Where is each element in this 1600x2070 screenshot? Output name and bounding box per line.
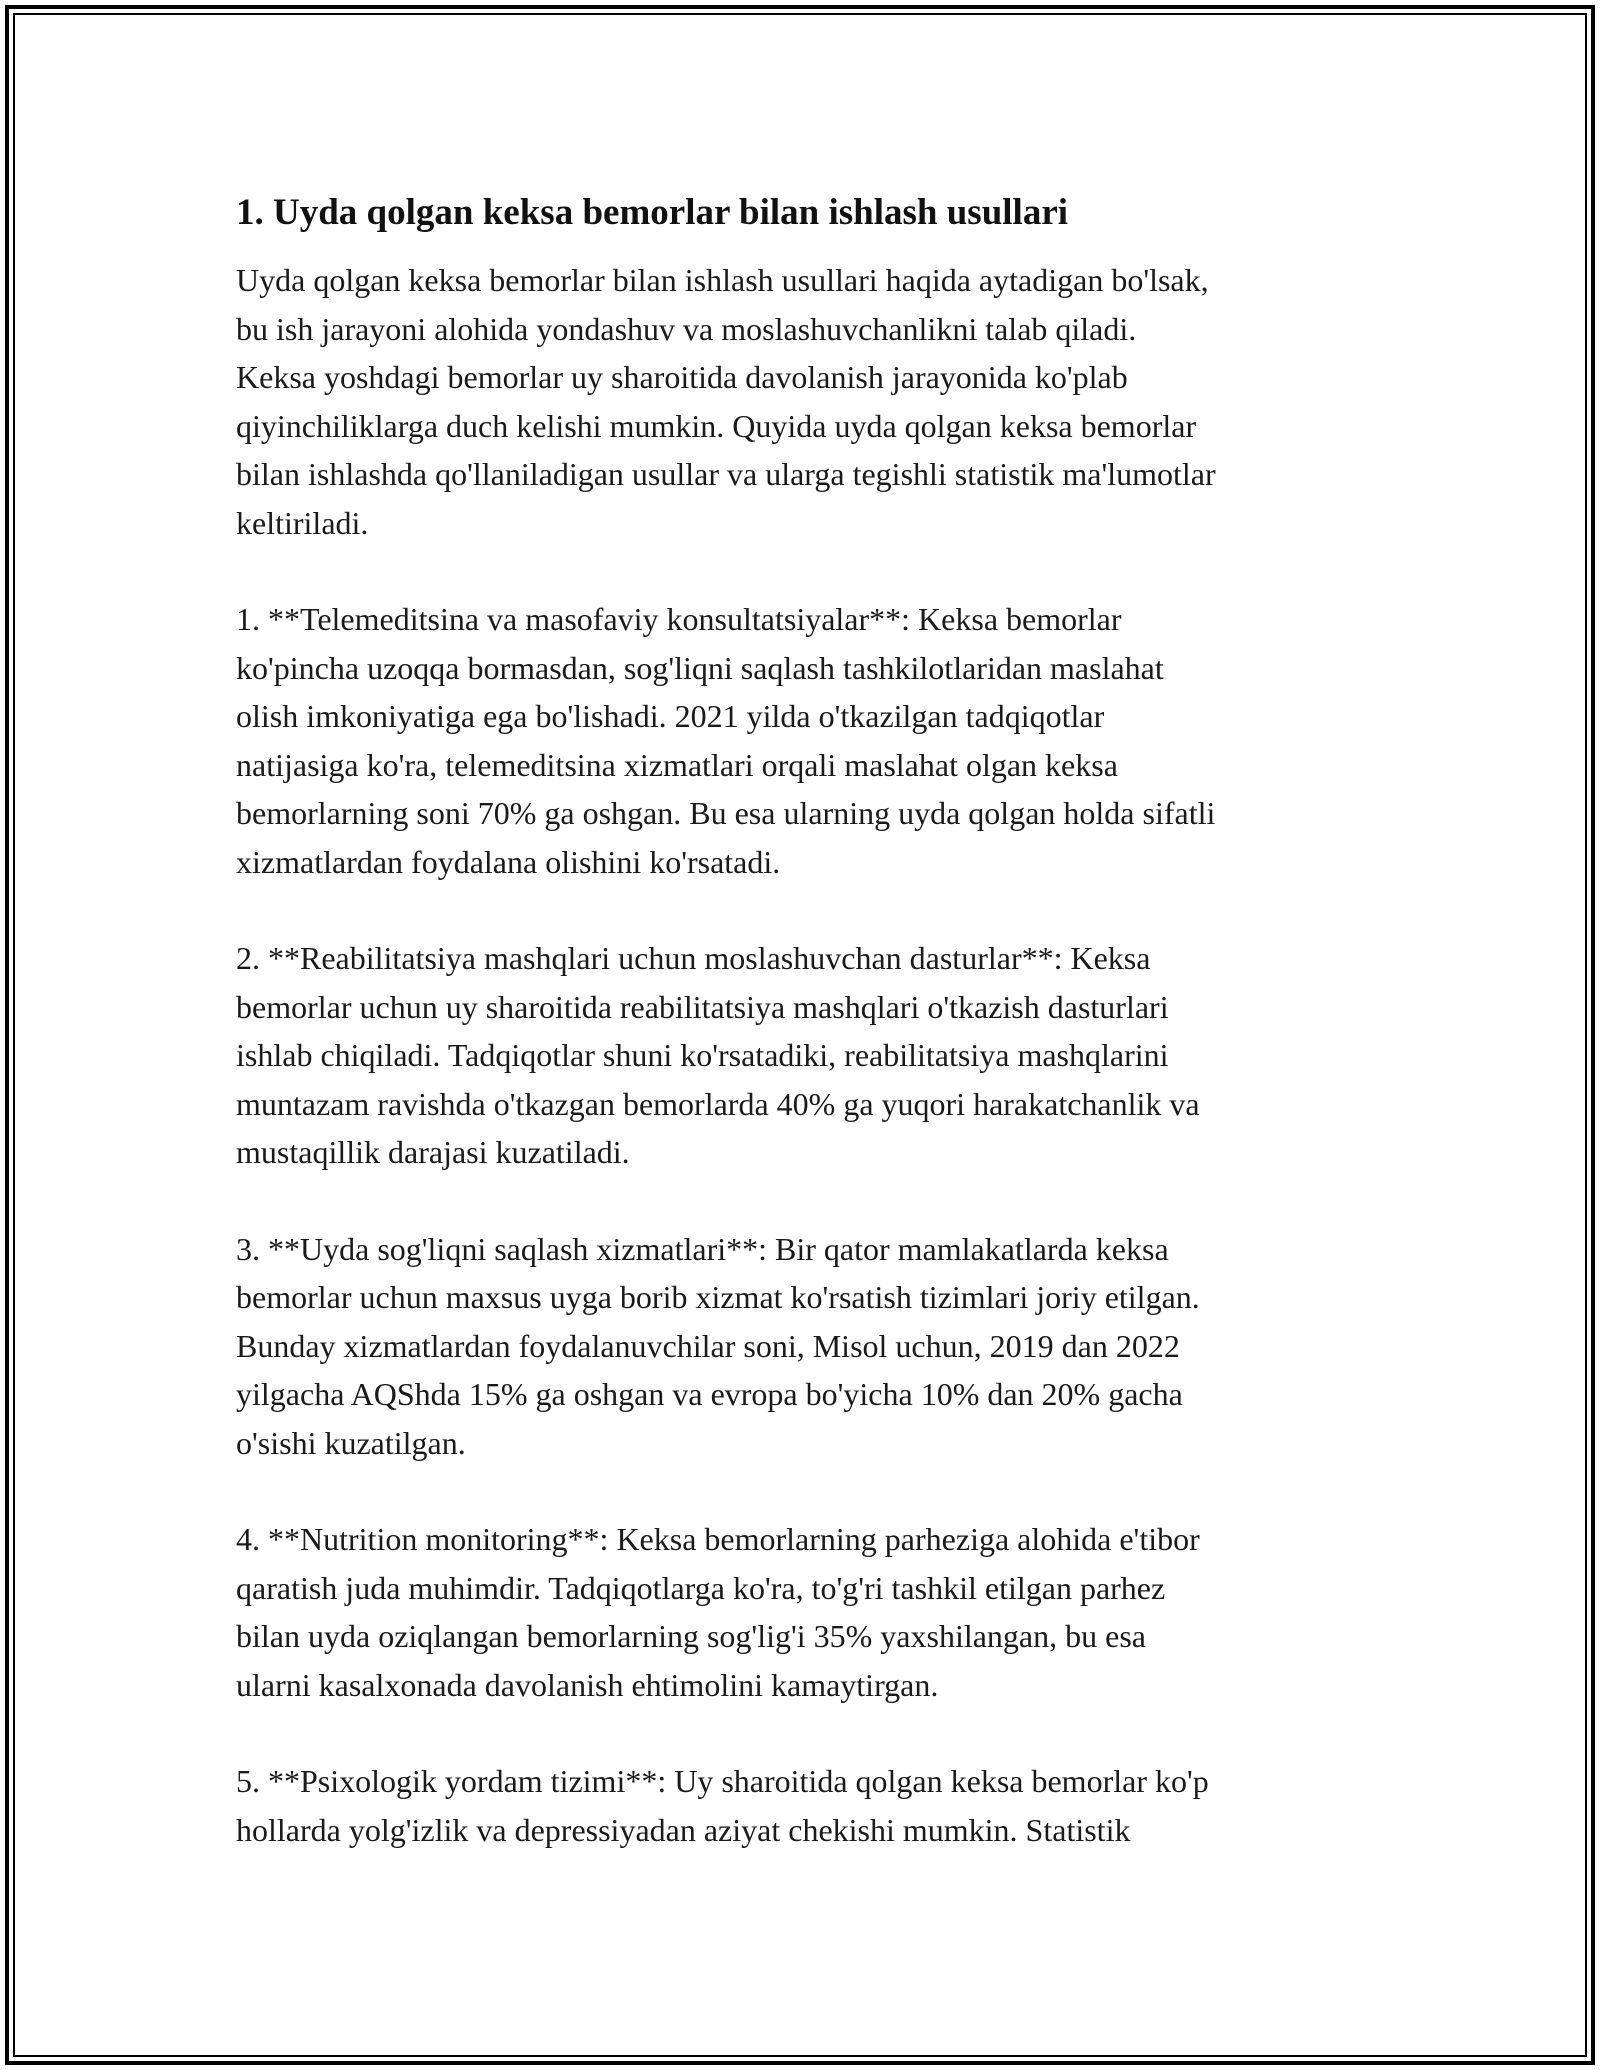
list-item-nutrition-monitoring: 4. **Nutrition monitoring**: Keksa bemorlarning parheziga alohida e'tibor qaratish juda muhimdir. Tadqiqotlarga ko'ra, to'g'ri tashkil etilgan parhez bilan uyda oziqlangan bemorlarning sog'lig'i 35% yaxshilangan, bu esa ularni kasalxonada davolanish ehtimolini kamaytirgan. <box>236 1521 1200 1703</box>
list-item-psychological-support: 5. **Psixologik yordam tizimi**: Uy sharoitida qolgan keksa bemorlar ko'p hollarda yolg'izlik va depressiyadan aziyat chekishi mumkin. Statistik <box>236 1763 1209 1848</box>
list-item-telemedicine: 1. **Telemeditsina va masofaviy konsultatsiyalar**: Keksa bemorlar ko'pincha uzoqqa bormasdan, sog'liqni saqlash tashkilotlaridan maslahat olish imkoniyatiga ega bo'lishadi. 2021 yilda o'tkazilgan tadqiqotlar natijasiga ko'ra, telemeditsina xizmatlari orqali maslahat olgan keksa bemorlarning soni 70% ga oshgan. Bu esa ularning uyda qolgan holda sifatli xizmatlardan foydalana olishini ko'rsatadi. <box>236 601 1216 880</box>
list-item-rehabilitation: 2. **Reabilitatsiya mashqlari uchun moslashuvchan dasturlar**: Keksa bemorlar uchun uy sharoitida reabilitatsiya mashqlari o'tkazish dasturlari ishlab chiqiladi. Tadqiqotlar shuni ko'rsatadiki, reabilitatsiya mashqlarini muntazam ravishda o'tkazgan bemorlarda 40% ga yuqori harakatchanlik va mustaqillik darajasi kuzatiladi. <box>236 940 1200 1170</box>
intro-paragraph: Uyda qolgan keksa bemorlar bilan ishlash usullari haqida aytadigan bo'lsak, bu ish jarayoni alohida yondashuv va moslashuvchanlikni talab qiladi. Keksa yoshdagi bemorlar uy sharoitida davolanish jarayonida ko'plab qiyinchiliklarga duch kelishi mumkin. Quyida uyda qolgan keksa bemorlar bilan ishlashda qo'llaniladigan usullar va ularga tegishli statistik ma'lumotlar keltiriladi. <box>236 262 1216 541</box>
document-body <box>236 188 1366 1902</box>
list-item-home-health-services: 3. **Uyda sog'liqni saqlash xizmatlari**: Bir qator mamlakatlarda keksa bemorlar uchun maxsus uyga borib xizmat ko'rsatish tizimlari joriy etilgan. Bunday xizmatlardan foydalanuvchilar soni, Misol uchun, 2019 dan 2022 yilgacha AQShda 15% ga oshgan va evropa bo'yicha 10% dan 20% gacha o'sishi kuzatilgan. <box>236 1230 1200 1461</box>
section-heading: 1. Uyda qolgan keksa bemorlar bilan ishlash usullari <box>236 192 1069 233</box>
